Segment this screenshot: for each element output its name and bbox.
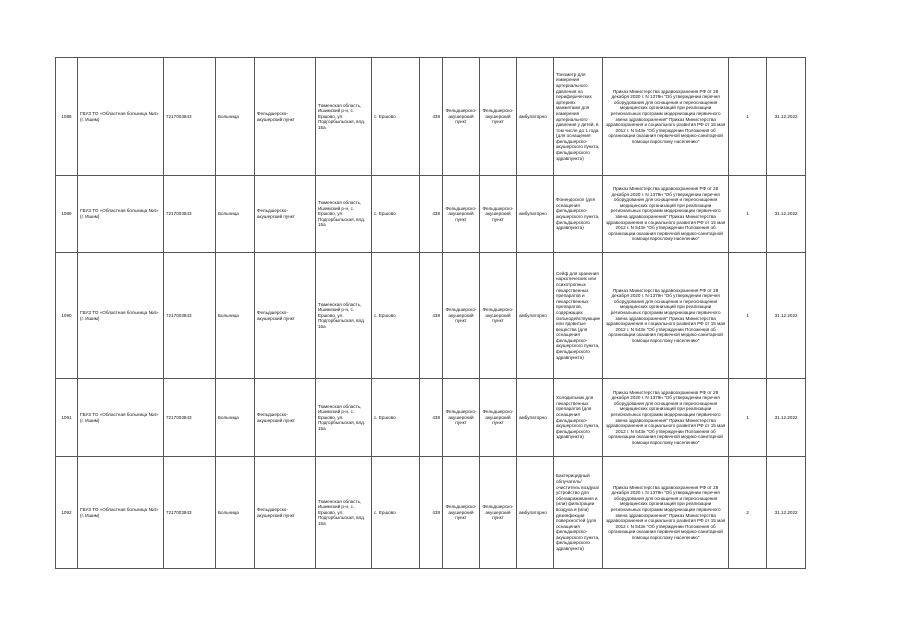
quantity: 1 bbox=[729, 176, 767, 253]
organization-name: ГБУЗ ТО «Областная больница №4» (г. Ишим) bbox=[78, 58, 164, 176]
organization-name: ГБУЗ ТО «Областная больница №4» (г. Ишим) bbox=[78, 457, 164, 569]
unit-name: Фельдшерско-акушерский пункт bbox=[443, 253, 480, 379]
population: 438 bbox=[420, 457, 443, 569]
inn-code: 7217003843 bbox=[164, 457, 216, 569]
care-form: амбулаторно bbox=[517, 253, 554, 379]
unit-name-secondary: Фельдшерско-акушерский пункт bbox=[480, 58, 517, 176]
legal-basis: Приказ Министерства здравоохранения РФ от 28 декабря 2020 г. N 1379н "Об утверждении перечня оборудования для оснащения и переоснащения медицинских организаций при реализации региональных программ модернизации первичного звена здравоохранения" Приказ Министерства здравоохранения и социального развития РФ от 15 мая 2012 г. N 543н "Об утверждении Положения об организации оказания первичной медико-санитарной помощи взрослому населению" bbox=[603, 176, 729, 253]
care-form: амбулаторно bbox=[517, 379, 554, 457]
unit-name-secondary: Фельдшерско-акушерский пункт bbox=[480, 379, 517, 457]
organization-name: ГБУЗ ТО «Областная больница №4» (г. Ишим) bbox=[78, 379, 164, 457]
equipment-name: Холодильник для лекарственных препаратов (для оснащения фельдшерско-акушерского пункта, фельдшерского здравпункта) bbox=[554, 379, 603, 457]
unit-kind: Фельдшерско-акушерский пункт bbox=[255, 253, 316, 379]
row-number: 1088 bbox=[56, 58, 78, 176]
population: 438 bbox=[420, 58, 443, 176]
quantity: 1 bbox=[729, 253, 767, 379]
unit-name-secondary: Фельдшерско-акушерский пункт bbox=[480, 176, 517, 253]
equipment-name: Тонометр для измерения артериального давления на периферических артериях манжетами для измерения артериального давления у детей, в том числе до 1 года (для оснащения фельдшерско-акушерского пункта, фельдшерского здравпункта) bbox=[554, 58, 603, 176]
unit-kind: Фельдшерско-акушерский пункт bbox=[255, 379, 316, 457]
inn-code: 7217003843 bbox=[164, 253, 216, 379]
deadline-date: 31.12.2022 bbox=[767, 58, 806, 176]
address: Тюменская область, Ишимский р-н, с. Ершово, ул. Подгорбыльская, влд. 15а bbox=[316, 253, 372, 379]
row-number: 1092 bbox=[56, 457, 78, 569]
equipment-table bbox=[55, 57, 806, 569]
address: Тюменская область, Ишимский р-н, с. Ершово, ул. Подгорбыльская, влд. 15а bbox=[316, 176, 372, 253]
row-number: 1090 bbox=[56, 253, 78, 379]
population: 438 bbox=[420, 253, 443, 379]
document-page bbox=[55, 57, 806, 569]
care-form: амбулаторно bbox=[517, 176, 554, 253]
row-number: 1089 bbox=[56, 176, 78, 253]
organization-name: ГБУЗ ТО «Областная больница №4» (г. Ишим) bbox=[78, 176, 164, 253]
settlement: с. Ершово bbox=[372, 253, 420, 379]
legal-basis: Приказ Министерства здравоохранения РФ от 28 декабря 2020 г. N 1379н "Об утверждении перечня оборудования для оснащения и переоснащения медицинских организаций при реализации региональных программ модернизации первичного звена здравоохранения" Приказ Министерства здравоохранения и социального развития РФ от 15 мая 2012 г. N 543н "Об утверждении Положения об организации оказания первичной медико-санитарной помощи взрослому населению" bbox=[603, 379, 729, 457]
equipment-name: Фонендоскоп (для оснащения фельдшерско-акушерского пункта, фельдшерского здравпункта) bbox=[554, 176, 603, 253]
settlement: с. Ершово bbox=[372, 176, 420, 253]
unit-kind: Фельдшерско-акушерский пункт bbox=[255, 176, 316, 253]
unit-kind: Фельдшерско-акушерский пункт bbox=[255, 457, 316, 569]
organization-type: Больница bbox=[216, 58, 255, 176]
inn-code: 7217003843 bbox=[164, 176, 216, 253]
deadline-date: 31.12.2022 bbox=[767, 253, 806, 379]
equipment-name: Сейф для хранения наркотических или психотропных лекарственных препаратов и лекарственных препаратов, содержащих сильнодействующие или ядовитые вещества (для оснащения фельдшерско-акушерского пункта, фельдшерского здравпункта) bbox=[554, 253, 603, 379]
care-form: амбулаторно bbox=[517, 58, 554, 176]
deadline-date: 31.12.2022 bbox=[767, 176, 806, 253]
organization-name: ГБУЗ ТО «Областная больница №4» (г. Ишим) bbox=[78, 253, 164, 379]
organization-type: Больница bbox=[216, 253, 255, 379]
care-form: амбулаторно bbox=[517, 457, 554, 569]
deadline-date: 31.12.2022 bbox=[767, 379, 806, 457]
unit-kind: Фельдшерско-акушерский пункт bbox=[255, 58, 316, 176]
legal-basis: Приказ Министерства здравоохранения РФ от 28 декабря 2020 г. N 1379н "Об утверждении перечня оборудования для оснащения и переоснащения медицинских организаций при реализации региональных программ модернизации первичного звена здравоохранения" Приказ Министерства здравоохранения и социального развития РФ от 15 мая 2012 г. N 543н "Об утверждении Положения об организации оказания первичной медико-санитарной помощи взрослому населению" bbox=[603, 457, 729, 569]
row-number: 1091 bbox=[56, 379, 78, 457]
unit-name: Фельдшерско-акушерский пункт bbox=[443, 58, 480, 176]
unit-name-secondary: Фельдшерско-акушерский пункт bbox=[480, 253, 517, 379]
organization-type: Больница bbox=[216, 176, 255, 253]
unit-name-secondary: Фельдшерско-акушерский пункт bbox=[480, 457, 517, 569]
quantity: 2 bbox=[729, 457, 767, 569]
organization-type: Больница bbox=[216, 379, 255, 457]
address: Тюменская область, Ишимский р-н, с. Ершово, ул. Подгорбыльская, влд. 15а bbox=[316, 58, 372, 176]
table-row bbox=[56, 457, 806, 569]
population: 438 bbox=[420, 176, 443, 253]
inn-code: 7217003843 bbox=[164, 379, 216, 457]
settlement: с. Ершово bbox=[372, 457, 420, 569]
address: Тюменская область, Ишимский р-н, с. Ершово, ул. Подгорбыльская, влд. 15а bbox=[316, 379, 372, 457]
table-row bbox=[56, 176, 806, 253]
population: 438 bbox=[420, 379, 443, 457]
unit-name: Фельдшерско-акушерский пункт bbox=[443, 457, 480, 569]
table-row bbox=[56, 253, 806, 379]
legal-basis: Приказ Министерства здравоохранения РФ от 28 декабря 2020 г. N 1379н "Об утверждении перечня оборудования для оснащения и переоснащения медицинских организаций при реализации региональных программ модернизации первичного звена здравоохранения" Приказ Министерства здравоохранения и социального развития РФ от 15 мая 2012 г. N 543н "Об утверждении Положения об организации оказания первичной медико-санитарной помощи взрослому населению" bbox=[603, 253, 729, 379]
deadline-date: 31.12.2022 bbox=[767, 457, 806, 569]
quantity: 1 bbox=[729, 379, 767, 457]
table-row bbox=[56, 379, 806, 457]
unit-name: Фельдшерско-акушерский пункт bbox=[443, 379, 480, 457]
inn-code: 7217003843 bbox=[164, 58, 216, 176]
organization-type: Больница bbox=[216, 457, 255, 569]
address: Тюменская область, Ишимский р-н, с. Ершово, ул. Подгорбыльская, влд. 15а bbox=[316, 457, 372, 569]
table-row bbox=[56, 58, 806, 176]
quantity: 1 bbox=[729, 58, 767, 176]
settlement: с. Ершово bbox=[372, 379, 420, 457]
unit-name: Фельдшерско-акушерский пункт bbox=[443, 176, 480, 253]
equipment-name: Бактерицидный облучатель/очиститель воздуха/устройство для обеззараживания и (или) фильтрации воздуха и (или) дезинфекции поверхностей (для оснащения фельдшерско-акушерского пункта, фельдшерского здравпункта) bbox=[554, 457, 603, 569]
settlement: с. Ершово bbox=[372, 58, 420, 176]
legal-basis: Приказ Министерства здравоохранения РФ от 28 декабря 2020 г. N 1379н "Об утверждении перечня оборудования для оснащения и переоснащения медицинских организаций при реализации региональных программ модернизации первичного звена здравоохранения" Приказ Министерства здравоохранения и социального развития РФ от 15 мая 2012 г. N 543н "Об утверждении Положения об организации оказания первичной медико-санитарной помощи взрослому населению" bbox=[603, 58, 729, 176]
